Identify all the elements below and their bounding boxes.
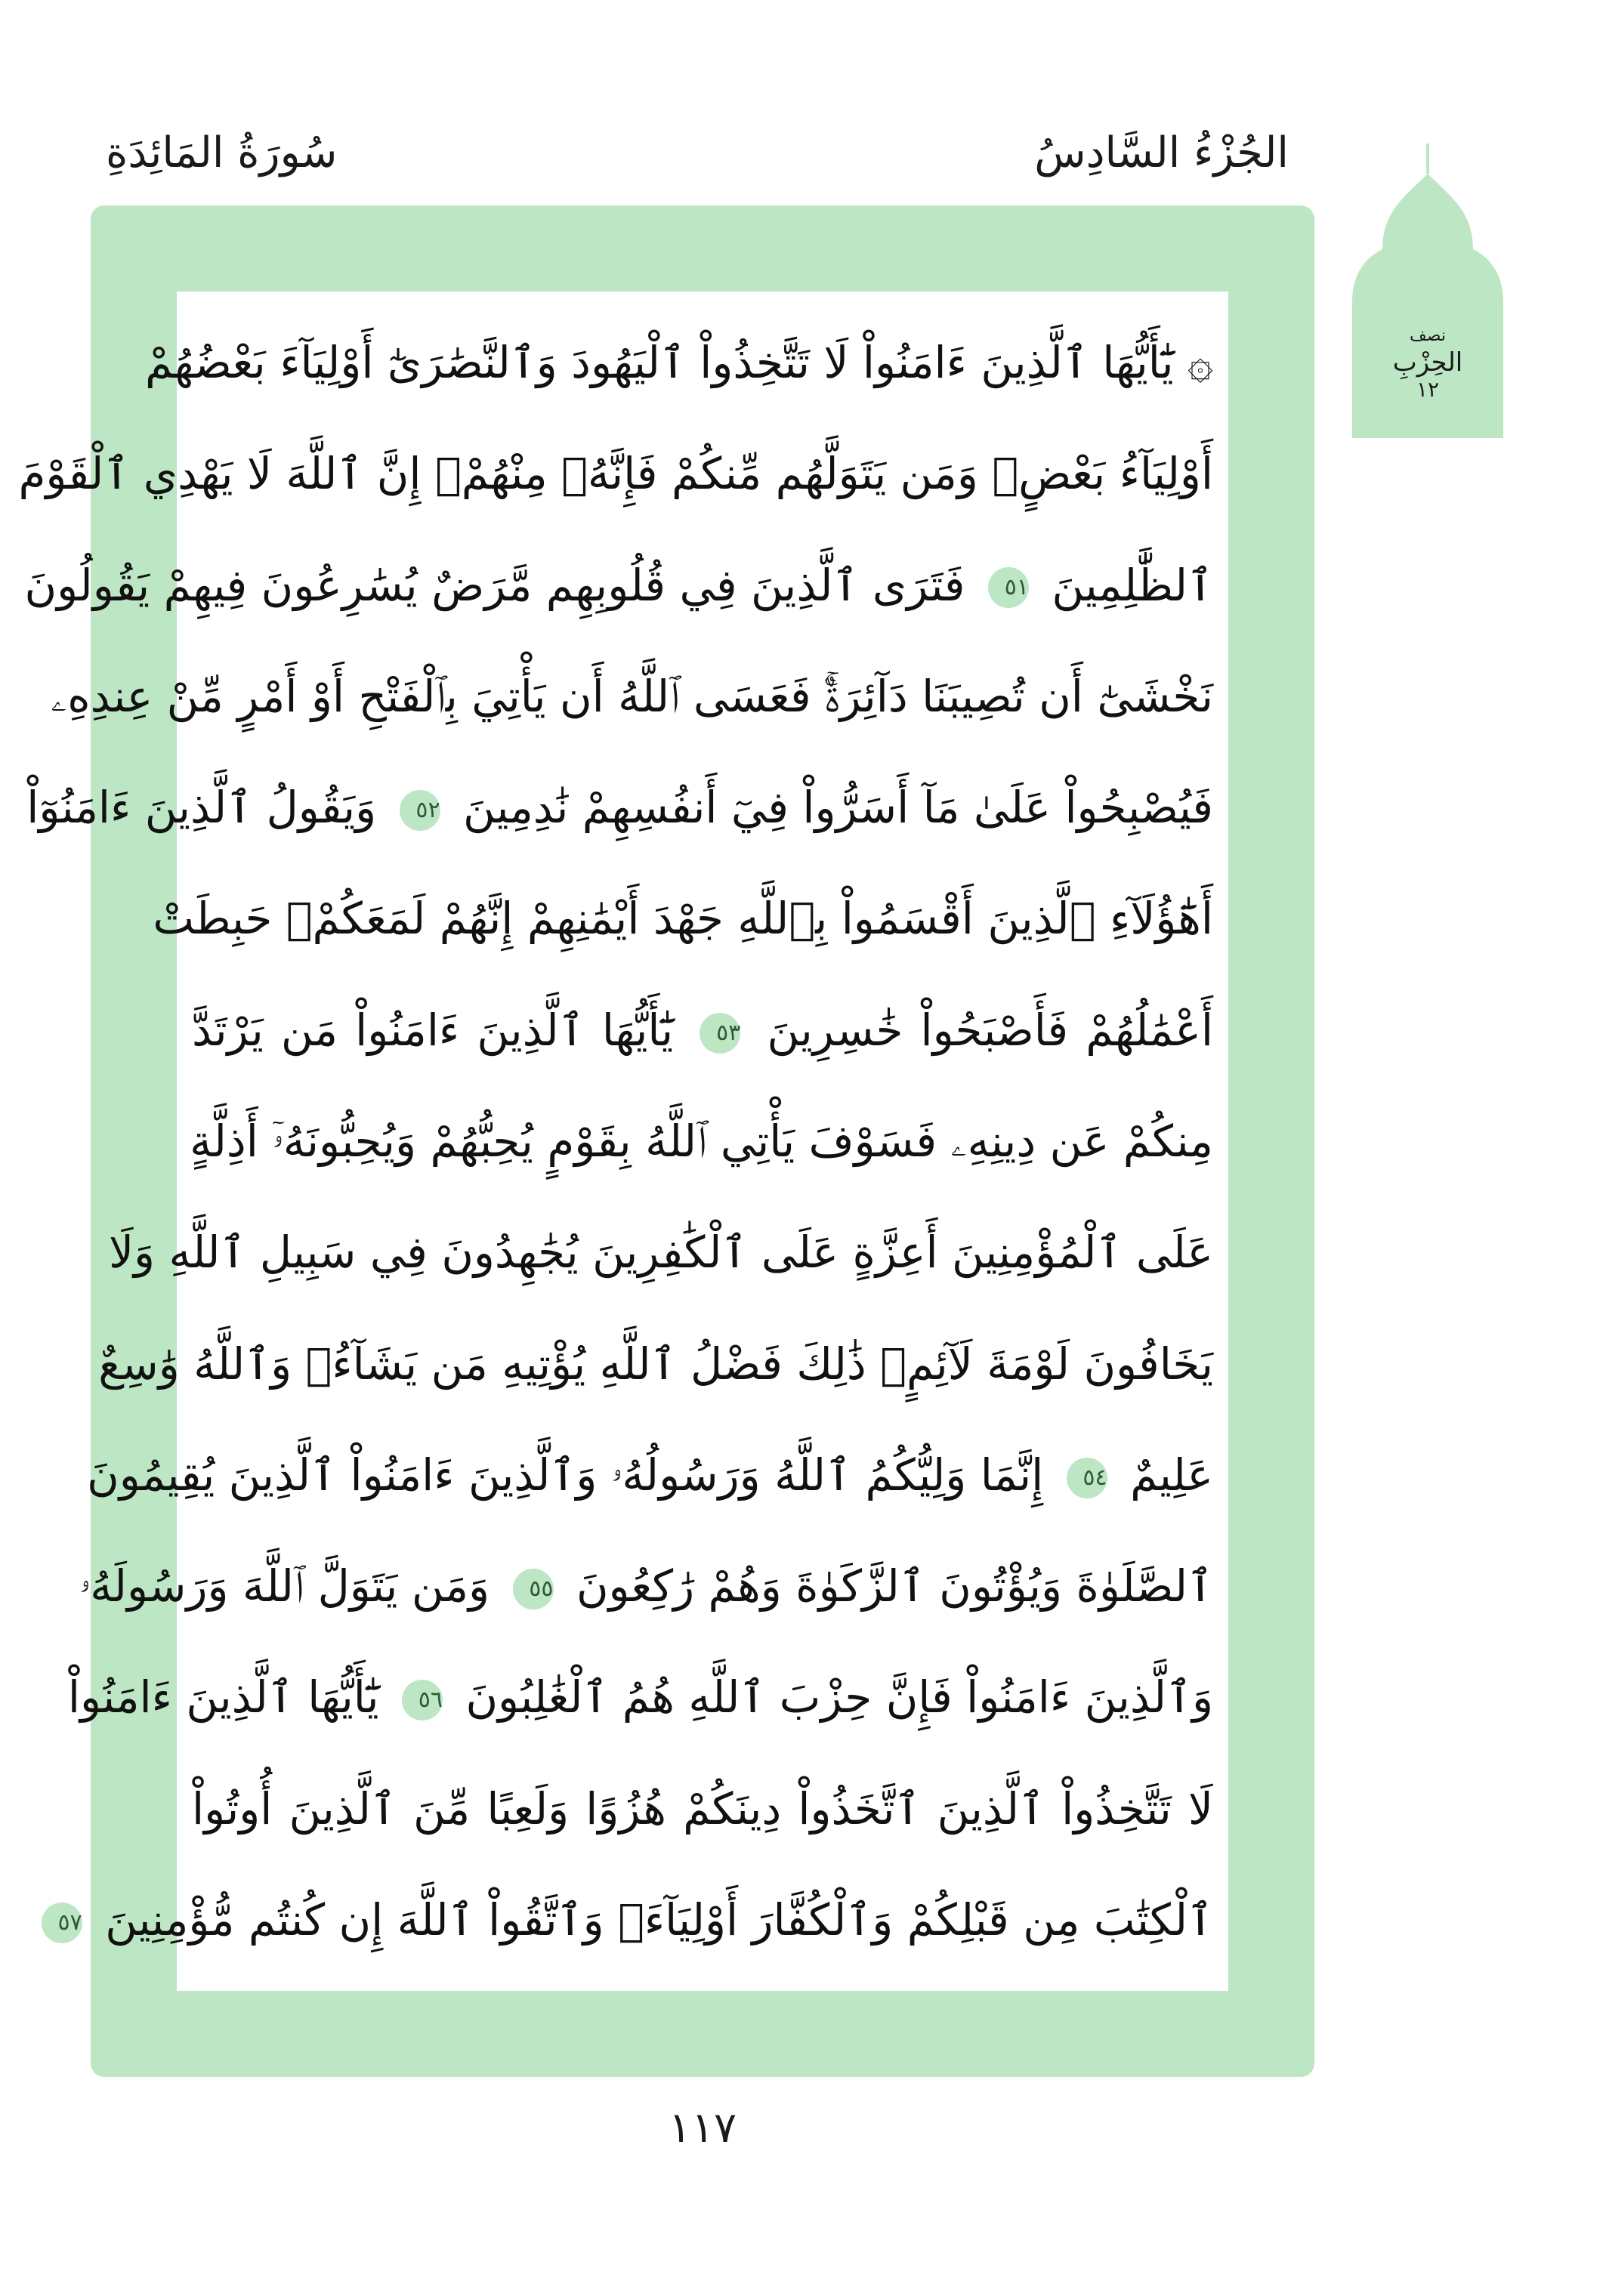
verse-text: يَخَافُونَ لَوْمَةَ لَآئِمٍۚ ذَٰلِكَ فَضْلُ ٱللَّهِ يُؤْتِيهِ مَن يَشَآءُۚ وَٱللَّهُ وَٰسِعٌ <box>98 1338 1213 1390</box>
text-panel <box>18 292 1228 1991</box>
verse-text: أَهَٰٓؤُلَآءِ ٱلَّذِينَ أَقْسَمُواْ بِٱللَّهِ جَهْدَ أَيْمَٰنِهِمْ إِنَّهُمْ لَمَعَكُمْۚ حَبِطَتْ <box>153 893 1213 945</box>
ayah-number-marker: ٥٤ <box>1067 1458 1107 1498</box>
text-line <box>24 545 1213 626</box>
page-frame <box>18 205 1314 2077</box>
text-line <box>79 1545 1213 1627</box>
verse-text: نَخْشَىٰٓ أَن تُصِيبَنَا دَآئِرَةٌۚ فَعَسَى ٱللَّهُ أَن يَأْتِيَ بِٱلْفَتْحِ أَوْ أَمْرٍ مِّنْ عِندِهِۦ <box>51 670 1213 722</box>
quran-text <box>18 322 1214 1961</box>
verse-text: ۞ يَٰٓأَيُّهَا ٱلَّذِينَ ءَامَنُواْ لَا تَتَّخِذُواْ ٱلْيَهُودَ وَٱلنَّصَٰرَىٰٓ أَوْلِيَآءَ بَعْضُهُمْ <box>145 337 1213 388</box>
text-line <box>26 767 1213 848</box>
text-line <box>108 1211 1213 1293</box>
verse-text: مِنكُمْ عَن دِينِهِۦ فَسَوْفَ يَأْتِي ٱللَّهُ بِقَوْمٍ يُحِبُّهُمْ وَيُحِبُّونَهُۥٓ أَذِلَّةٍ <box>190 1115 1213 1167</box>
verse-text: ٱلْكِتَٰبَ مِن قَبْلِكُمْ وَٱلْكُفَّارَ أَوْلِيَآءَۚ وَٱتَّقُواْ ٱللَّهَ إِن كُنتُم مُّؤْمِنِينَ <box>105 1893 1213 1946</box>
hizb-number: ١٢ <box>1416 377 1440 402</box>
verse-text: يَٰٓأَيُّهَا ٱلَّذِينَ ءَامَنُواْ مَن يَرْتَدَّ <box>192 1004 674 1056</box>
text-line <box>57 1879 1213 1961</box>
ayah-number-marker: ٥٥ <box>513 1569 554 1609</box>
text-line <box>192 1768 1213 1850</box>
juz-label: الجُزْءُ السَّادِسُ <box>1034 128 1289 177</box>
ayah-number-marker: ٥٣ <box>700 1013 740 1054</box>
text-line <box>98 1323 1213 1405</box>
text-line <box>67 1656 1213 1738</box>
ayah-number-marker: ٥٧ <box>42 1903 82 1943</box>
verse-text: وَمَن يَتَوَلَّ ٱللَّهَ وَرَسُولَهُۥ <box>79 1560 490 1612</box>
verse-text: ٱلظَّٰلِمِينَ <box>1052 559 1213 611</box>
verse-text: لَا تَتَّخِذُواْ ٱلَّذِينَ ٱتَّخَذُواْ دِينَكُمْ هُزُوًا وَلَعِبًا مِّنَ ٱلَّذِينَ أُوتُواْ <box>192 1782 1213 1835</box>
verse-text: وَٱلَّذِينَ ءَامَنُواْ فَإِنَّ حِزْبَ ٱللَّهِ هُمُ ٱلْغَٰلِبُونَ <box>465 1671 1213 1724</box>
ayah-number-marker: ٥٦ <box>402 1680 443 1720</box>
text-line <box>51 656 1213 737</box>
hizb-word-label: الحِزْبِ <box>1392 347 1463 378</box>
verse-text: يَٰٓأَيُّهَا ٱلَّذِينَ ءَامَنُواْ <box>67 1671 379 1724</box>
verse-text: أَعْمَٰلُهُمْ فَأَصْبَحُواْ خَٰسِرِينَ <box>767 1004 1214 1056</box>
ayah-number-marker: ٥١ <box>988 567 1029 608</box>
hizb-marker <box>1352 144 1503 438</box>
verse-text: فَيُصْبِحُواْ عَلَىٰ مَآ أَسَرُّواْ فِيٓ أَنفُسِهِمْ نَٰدِمِينَ <box>463 782 1213 834</box>
page-number: ١١٧ <box>668 2103 737 2152</box>
verse-text: عَلِيمٌ <box>1130 1449 1213 1501</box>
text-line <box>18 433 1213 514</box>
verse-text: أَوْلِيَآءُ بَعْضٍۚ وَمَن يَتَوَلَّهُم مِّنكُمْ فَإِنَّهُۥ مِنْهُمْۗ إِنَّ ٱللَّهَ لَا يَهْدِي ٱلْقَوْمَ <box>18 448 1213 500</box>
verse-text: وَيَقُولُ ٱلَّذِينَ ءَامَنُوٓاْ <box>26 782 377 834</box>
verse-text: إِنَّمَا وَلِيُّكُمُ ٱللَّهُ وَرَسُولُهُۥ وَٱلَّذِينَ ءَامَنُواْ ٱلَّذِينَ يُقِيمُونَ <box>87 1449 1044 1501</box>
ayah-number-marker: ٥٢ <box>400 790 440 831</box>
text-line <box>87 1434 1213 1516</box>
text-line <box>192 1100 1213 1182</box>
text-line <box>145 322 1213 403</box>
verse-text: ٱلصَّلَوٰةَ وَيُؤْتُونَ ٱلزَّكَوٰةَ وَهُمْ رَٰكِعُونَ <box>576 1560 1213 1612</box>
text-line <box>153 878 1213 959</box>
surah-label: سُورَةُ المَائِدَةِ <box>106 128 338 177</box>
hizb-half-label: نصف <box>1410 326 1446 345</box>
verse-text: فَتَرَى ٱلَّذِينَ فِي قُلُوبِهِم مَّرَضٌ يُسَٰرِعُونَ فِيهِمْ يَقُولُونَ <box>24 559 965 611</box>
text-line <box>192 989 1213 1071</box>
verse-text: عَلَى ٱلْمُؤْمِنِينَ أَعِزَّةٍ عَلَى ٱلْكَٰفِرِينَ يُجَٰهِدُونَ فِي سَبِيلِ ٱللَّهِ وَلَا <box>108 1227 1213 1279</box>
